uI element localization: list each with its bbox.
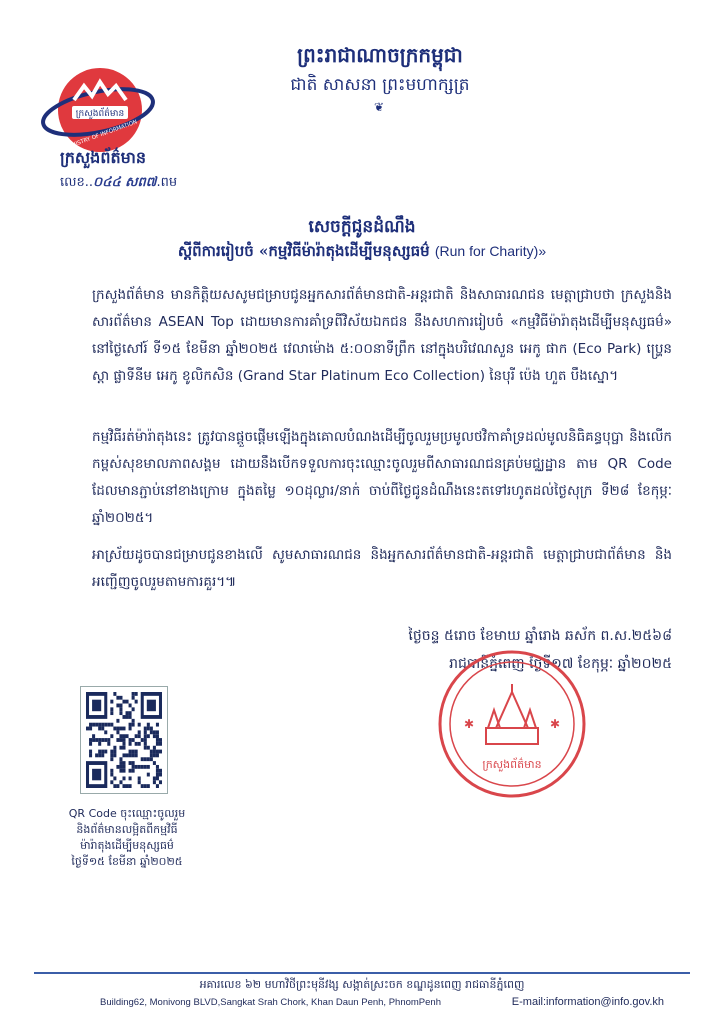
paragraph-3: អាស្រ័យដូចបានជម្រាបជូនខាងលើ សូមសាធារណជន និងអ្នកសារព័ត៌មានជាតិ-អន្តរជាតិ មេត្តាជ្រាបជាព័ត៌មាន និងអញ្ជើញចូលរួមតាមការគួរ។៕ [92, 547, 672, 590]
logo-label-en: MINISTRY OF INFORMATION [65, 119, 139, 151]
national-motto: ជាតិ សាសនា ព្រះមហាក្សត្រ [290, 75, 470, 95]
footer-email[interactable]: E-mail:information@info.gov.kh [511, 996, 664, 1008]
svg-text:✱: ✱ [464, 717, 475, 731]
notice-title: សេចក្តីជូនដំណឹង [308, 217, 416, 237]
qr-caption [62, 806, 192, 870]
logo-label-kh: ក្រសួងព័ត៌មាន [75, 109, 125, 119]
qr-caption-line-3: ម៉ារ៉ាតុងដើម្បីមនុស្សធម៌ [80, 839, 174, 852]
subject-en: (Run for Charity)» [434, 243, 547, 259]
svg-text:✱: ✱ [550, 717, 561, 731]
solar-date: រាជធានីភ្នំពេញ ថ្ងៃទី១៧ ខែកុម្ភៈ ឆ្នាំ២០២៥ [449, 656, 672, 672]
ministry-name: ក្រសួងព័ត៌មាន [60, 148, 147, 167]
seal-text: ក្រសួងព័ត៌មាន [482, 758, 542, 771]
reference-number [60, 174, 177, 193]
ministry-logo [40, 60, 160, 160]
motto-ornament: ❦ [373, 100, 387, 114]
ref-prefix: លេខ.. [60, 175, 94, 190]
footer-address-kh: អគារលេខ ៦២ មហាវិថីព្រះមុនីវង្ស សង្កាត់ស្រះចក ខណ្ឌដូនពេញ រាជធានីភ្នំពេញ [199, 978, 525, 991]
ref-handwritten: ០៤៤ សព៧ [93, 175, 157, 190]
footer-address-en: Building62, Monivong BLVD,Sangkat Srah Chork, Khan Daun Penh, PhnomPenh [100, 997, 441, 1008]
qr-caption-line-4: ថ្ងៃទី១៥ ខែមីនា ឆ្នាំ២០២៥ [71, 855, 183, 868]
footer-divider [34, 972, 690, 974]
notice-subject [0, 242, 724, 264]
official-seal [436, 648, 588, 800]
seal-temple-icon [486, 684, 538, 744]
qr-code-icon [86, 692, 162, 788]
qr-caption-line-2: និងព័ត៌មានលម្អិតពីកម្មវិធី [76, 823, 178, 836]
registration-qr-code[interactable] [80, 686, 168, 794]
paragraph-1: ក្រសួងព័ត៌មាន មានកិត្តិយសសូមជម្រាបជូនអ្នកសារព័ត៌មានជាតិ-អន្តរជាតិ និងសាធារណជន មេត្តាជ្រាបថា ក្រសួងនិងសារព័ត៌មាន ASEAN Top ដោយមានការគាំទ្រពីវិស័យឯកជន នឹងសហការរៀបចំ «កម្មវិធីម៉ារ៉ាតុងដើម្បីមនុស្សធម៌» នៅថ្ងៃសៅរ៍ ទី១៥ ខែមីនា ឆ្នាំ២០២៥ វេលាម៉ោង ៥:០០នាទីព្រឹក នៅក្នុងបរិវេណសួន អេកូ ផាក (Eco Park) ប្រេ្ហនស្តា ផ្លាទីនីម អេកូ ខូលិកសិន (Grand Star Platinum Eco Collection) នៃបុរី ប៉េង ហួត បឹងស្នោ។ [92, 287, 672, 384]
lunar-date: ថ្ងៃចន្ទ ៥រោច ខែមាឃ ឆ្នាំរោង ឆស័ក ព.ស.២៥៦៨ [408, 628, 672, 644]
ref-suffix: .ពម [156, 175, 178, 190]
paragraph-2: កម្មវិធីរត់ម៉ារ៉ាតុងនេះ ត្រូវបានផ្តួចផ្តើមឡើងក្នុងគោលបំណងដើម្បីចូលរួមប្រមូលថវិកាគាំទ្រដល់មូលនិធិគន្ធបុប្ផា និងលើកកម្ពស់សុខមាលភាពសង្គម ដោយនឹងបើកទទួលការចុះឈ្មោះចូលរួមពីសាធារណជនគ្រប់មជ្ឈដ្ឋាន តាម QR Code ដែលមានភ្ជាប់នៅខាងក្រោម ក្នុងតម្លៃ ១០ដុល្លារ/នាក់ ចាប់ពីថ្ងៃជូនដំណឹងនេះតទៅរហូតដល់ថ្ងៃសុក្រ ទី២៨ ខែកុម្ភៈ ឆ្នាំ២០២៥។ [92, 429, 672, 526]
qr-caption-line-1: QR Code ចុះឈ្មោះចូលរួម [68, 807, 186, 820]
subject-kh: ស្តីពីការរៀបចំ «កម្មវិធីម៉ារ៉ាតុងដើម្បីមនុស្សធម៌ [177, 242, 430, 260]
kingdom-heading: ព្រះរាជាណាចក្រកម្ពុជា [297, 43, 463, 67]
